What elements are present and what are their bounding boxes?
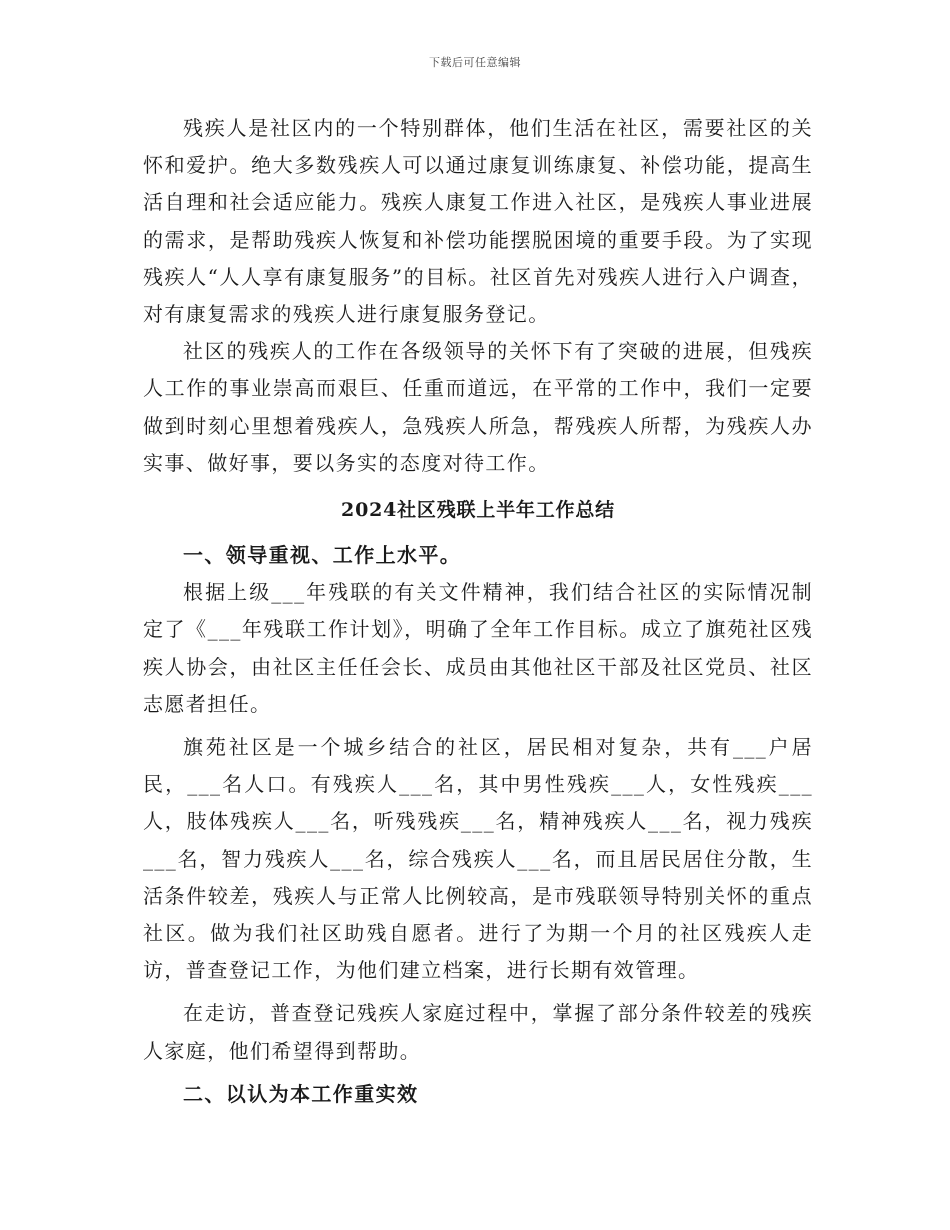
section-1-paragraph-2: 旗苑社区是一个城乡结合的社区，居民相对复杂，共有___户居民，___名人口。有残疾人___名，其中男性残疾___人，女性残疾___人，肢体残疾人___名，听残残疾___名，精神残疾人___名，视力残疾___名，智力残疾人___名，综合残疾人___名，而且居民居住分散，生活条件较差，残疾人与正常人比例较高，是市残联领导特别关怀的重点社区。做为我们社区助残自愿者。进行了为期一个月的社区残疾人走访，普查登记工作，为他们建立档案，进行长期有效管理。: [143, 735, 813, 983]
section-2-heading: 二、以认为本工作重实效: [183, 1081, 419, 1106]
document-title: 2024社区残联上半年工作总结: [341, 499, 615, 522]
section-1-paragraph-1: 根据上级___年残联的有关文件精神，我们结合社区的实际情况制定了《___年残联工作计划》，明确了全年工作目标。成立了旗苑社区残疾人协会，由社区主任任会长、成员由其他社区干部及社区党员、社区志愿者担任。: [143, 580, 813, 716]
intro-paragraph-2: 社区的残疾人的工作在各级领导的关怀下有了突破的进展，但残疾人工作的事业崇高而艰巨、任重而道远，在平常的工作中，我们一定要做到时刻心里想着残疾人，急残疾人所急，帮残疾人所帮，为残疾人办实事、做好事，要以务实的态度对待工作。: [143, 339, 813, 475]
intro-paragraph-1: 残疾人是社区内的一个特别群体，他们生活在社区，需要社区的关怀和爱护。绝大多数残疾人可以通过康复训练康复、补偿功能，提高生活自理和社会适应能力。残疾人康复工作进入社区，是残疾人事业进展的需求，是帮助残疾人恢复和补偿功能摆脱困境的重要手段。为了实现残疾人“人人享有康复服务”的目标。社区首先对残疾人进行入户调查，对有康复需求的残疾人进行康复服务登记。: [143, 116, 813, 327]
section-1-paragraph-3: 在走访，普查登记残疾人家庭过程中，掌握了部分条件较差的残疾人家庭，他们希望得到帮助。: [143, 1001, 813, 1063]
document-body: [143, 110, 813, 1113]
section-1-heading: 一、领导重视、工作上水平。: [183, 543, 462, 568]
header-note: 下载后可任意编辑: [429, 56, 521, 69]
